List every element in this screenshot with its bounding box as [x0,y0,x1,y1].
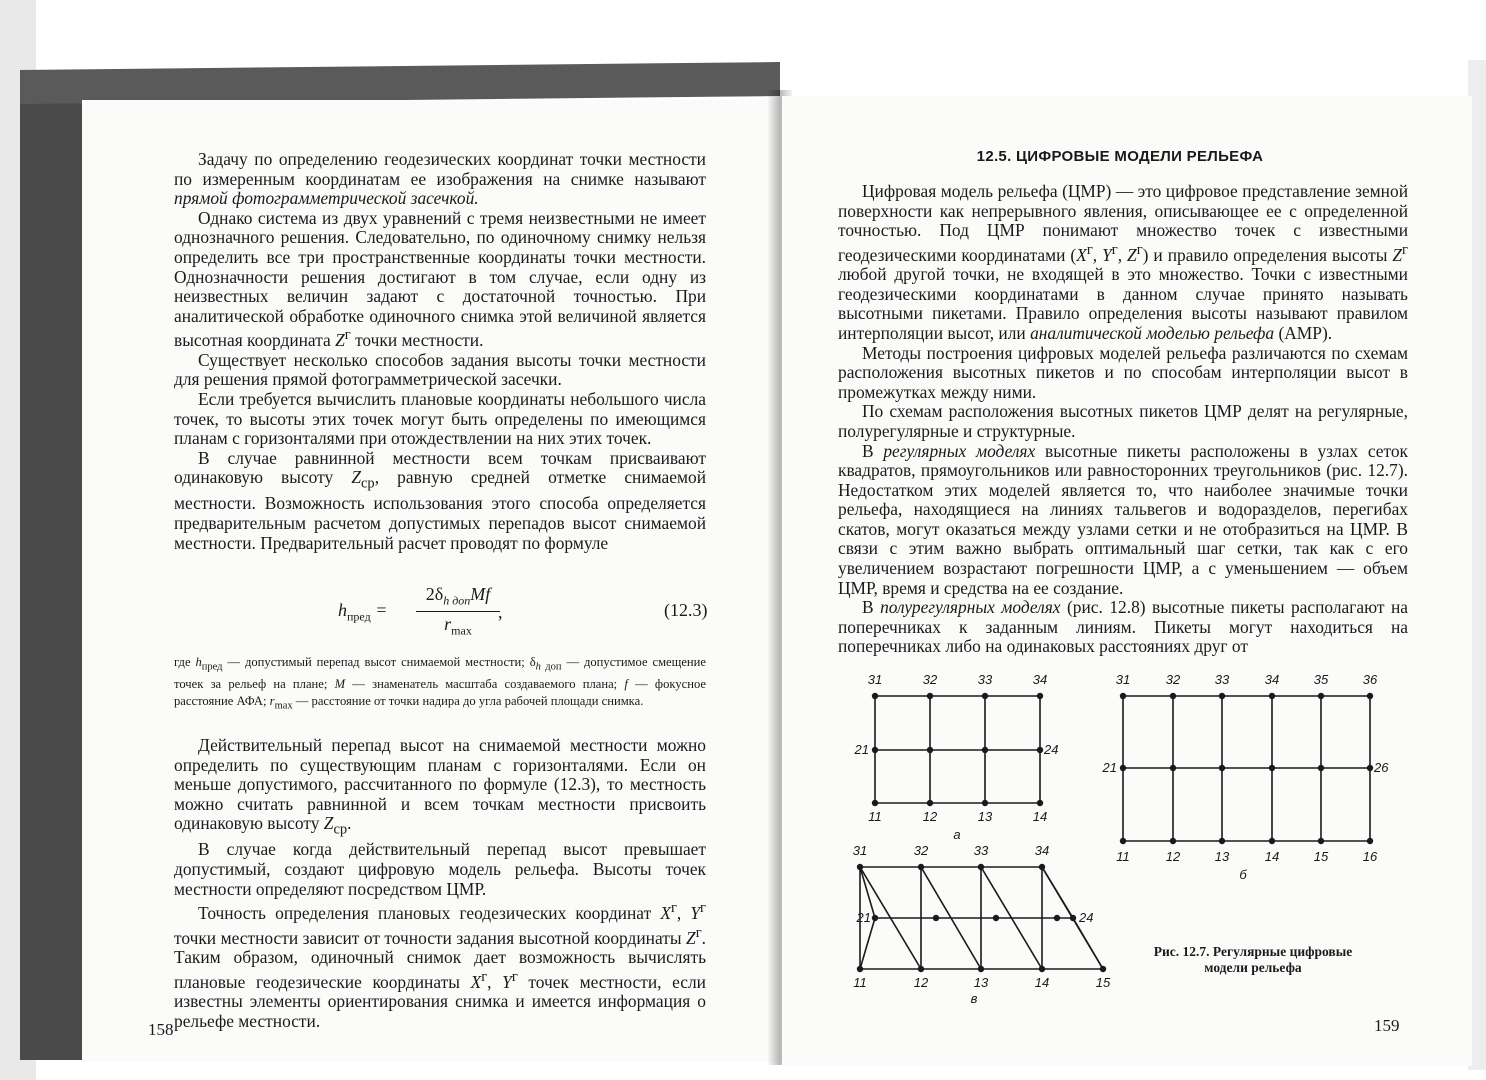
figure-label-b: б [1239,867,1247,882]
left-body-text [174,150,706,553]
node-label: 13 [1214,849,1230,864]
node-label: 13 [973,975,989,990]
node-label: 14 [1264,849,1280,864]
grid-node [918,864,924,870]
grid-node [1170,838,1176,844]
formula-denominator-sub: max [451,623,472,638]
node-label: 33 [1214,672,1230,687]
grid-node [1120,765,1126,771]
grid-square [872,693,1043,806]
node-label: 33 [973,843,989,858]
node-label: 31 [1115,672,1131,687]
grid-node [1037,693,1043,699]
grid-node [1054,915,1060,921]
paragraph: В полурегулярных моделях (рис. 12.8) высотные пикеты располагают на поперечниках к заданным линиям. Пикеты могут находиться на поперечниках либо на одинаковых расстояниях друг от [838,597,1408,657]
node-label: 33 [977,672,993,687]
paragraph: Цифровая модель рельефа (ЦМР) — это цифровое представление земной поверхности как непрерывного явления, описывающее ее с определенной точностью. Под ЦМР понимают множество точек с известными геодезическими координатами ($X^г$, $Y^г$, $Z^г$) и правило определения высоты $Z^г$ любой другой точки, не входящей в это множество. Точки с известными геодезическими координатами в данном случае принято называть высотными пикетами. Правило определения высоты называют правилом интерполяции высот, или аналитической моделью рельефа (АМР). [838,181,1408,343]
grid-node [1269,693,1275,699]
formula-numerator-sub: h доп [443,593,471,608]
formula-number: (12.3) [664,600,708,620]
paragraph: В регулярных моделях высотные пикеты расположены в узлах сеток квадратов, прямоугольников или равносторонних треугольников (рис. 12.7). Недостатком этих моделей является то, что наиболее значимые точки рельефа, находящиеся на линиях тальвегов и водоразделов, перегибах скатов, могут оказаться между узлами сетки и не отобразиться на ЦМР. В связи с этим важно выбрать оптимальный шаг сетки, так как с его увеличением возрастают погрешности ЦМР, а с уменьшением — объем ЦМР, время и средства на ее создание. [838,440,1409,598]
formula-numerator: 2δ [425,584,444,604]
node-label: 35 [1313,672,1329,687]
page-number-left: 158 [148,1020,174,1039]
grid-line [1042,867,1073,918]
paragraph: Однако система из двух уравнений с тремя неизвестными не имеет однозначного решения. Следовательно, по одиночному снимку нельзя определить все три пространственные координаты точки местности. Однозначности решения достигают в том случае, если одну из неизвестных величин задают с достаточной точностью. При аналитической обработке одиночного снимка этой величиной является высотная координата $Z^г$ точки местности. [174,207,706,351]
grid-node [872,915,878,921]
grid-node [1219,693,1225,699]
grid-node [1269,838,1275,844]
grid-node [1120,838,1126,844]
grid-node [927,800,933,806]
paragraph: Задачу по определению геодезических координат точки местности по измеренным координатам ее изображения на снимке называют прямой фотограмметрической засечкой. [174,149,706,209]
grid-node [872,747,878,753]
node-label: 26 [1374,760,1389,775]
grid-node [982,693,988,699]
formula-denominator: r [444,614,452,634]
grid-node [1100,966,1106,972]
grid-node [933,915,939,921]
grid-node [1219,765,1225,771]
paragraph: В случае равнинной местности всем точкам присваивают одинаковую высоту $Z_{ср}$, равную средней отметке снимаемой местности. Возможность использования этого способа определяется предварительным расчетом допустимых перепадов высот снимаемой местности. Предварительный расчет проводят по формуле [174,447,706,553]
book-cover-edge [20,80,90,1060]
node-label: 32 [922,672,938,687]
grid-node [918,966,924,972]
node-label: 11 [868,809,882,824]
figure-caption: Рис. 12.7. Регулярные цифровые модели рельефа [1153,944,1353,975]
paragraph: Действительный перепад высот на снимаемой местности можно определить по существующим планам с горизонталями. Если он меньше допустимого, рассчитанного по формуле (12.3), то местность можно считать равнинной и всем точкам местности присвоить одинаковую высоту $Z_{ср}$. [174,735,706,838]
left-page [82,100,782,1062]
grid-node [1170,765,1176,771]
book-cover-top [20,62,780,104]
figure-12-7 [782,666,1472,1036]
figure-label-a: а [953,827,961,842]
grid-node [1037,800,1043,806]
grid-node [982,747,988,753]
grid-node [1037,747,1043,753]
grid-node [1070,915,1076,921]
where-text: где $h_{пред}$ — допустимый перепад высот снимаемой местности; $\delta_{h доп}$ — допустимое смещение точек за рельеф на плане; M — знаменатель масштаба создаваемого плана; f — фокусное расстояние АФА; $r_{max}$ — расстояние от точки надира до угла рабочей площади снимка. [174,655,706,712]
grid-node [872,693,878,699]
node-label: 34 [1032,672,1048,687]
paragraph: Точность определения плановых геодезических координат $X^г$, $Y^г$ точки местности зависит от точности задания высотной координаты $Z^г$. Таким образом, одиночный снимок дает возможность вычислять плановые геодезические координаты $X^г$, $Y^г$ точек местности, если известны элементы ориентирования снимка и имеется информация о рельефе местности. [174,900,706,1031]
grid-node [1039,966,1045,972]
page-number-right: 159 [1374,1016,1400,1035]
node-label: 14 [1032,809,1048,824]
node-label: 16 [1362,849,1378,864]
formula-lhs-sub: пред [347,609,371,624]
grid-triangle [857,864,1106,972]
node-label: 11 [1116,849,1130,864]
grid-node [1367,693,1373,699]
grid-node [927,693,933,699]
node-label: 31 [867,672,883,687]
grid-rectangle [1120,693,1373,844]
node-label: 32 [1165,672,1181,687]
node-label: 24 [1079,910,1094,925]
paragraph: Существует несколько способов задания высоты точки местности для решения прямой фотограмметрической засечки. [174,349,706,390]
grid-node [978,864,984,870]
node-label: 32 [913,843,929,858]
node-label: 31 [852,843,868,858]
formula-numerator-tail: Mf [470,584,491,604]
node-label: 21 [1102,760,1117,775]
grid-node [1318,838,1324,844]
grid-node [1039,864,1045,870]
node-label: 34 [1264,672,1280,687]
grid-node [857,864,863,870]
grid-line [860,918,875,969]
node-label: 21 [856,910,871,925]
node-label: 12 [922,809,938,824]
right-page [782,96,1472,1066]
grid-node [1318,693,1324,699]
grid-line [1073,918,1103,969]
right-body-text [838,182,1408,657]
grid-node [993,915,999,921]
formula-lhs: h [338,600,347,620]
node-label: 12 [1165,849,1181,864]
formula-12-3: $h_{пред}$ = $2\delta_{h доп}Mf$ , $r_{max}$ (12.3) [338,584,708,638]
grid-node [1120,693,1126,699]
paragraph: В случае когда действительный перепад высот превышает допустимый, создают цифровую модель рельефа. Высоты точек местности определяют посредством ЦМР. [174,839,706,899]
paragraph: Методы построения цифровых моделей рельефа различаются по схемам расположения высотных пикетов и по способам интерполяции высот в промежутках между ними. [838,342,1408,402]
node-label: 12 [913,975,929,990]
node-label: 11 [853,975,867,990]
formula-explanation [174,654,706,714]
section-heading: 12.5. ЦИФРОВЫЕ МОДЕЛИ РЕЛЬЕФА [976,148,1264,165]
paragraph: По схемам расположения высотных пикетов ЦМР делят на регулярные, полурегулярные и структурные. [838,401,1408,441]
grid-node [857,966,863,972]
node-label: 14 [1034,975,1050,990]
left-body-text-2 [174,736,706,1031]
grid-node [978,966,984,972]
grid-node [927,747,933,753]
node-label: 36 [1362,672,1378,687]
node-label: 15 [1095,975,1111,990]
node-label: 34 [1034,843,1050,858]
grid-node [1170,693,1176,699]
grid-node [1269,765,1275,771]
paragraph: Если требуется вычислить плановые координаты небольшого числа точек, то высоты этих точек могут быть определены по имеющимся планам с горизонталями при отождествлении на них этих точек. [174,388,706,449]
node-label: 24 [1044,742,1059,757]
grid-node [1367,765,1373,771]
grid-node [1219,838,1225,844]
node-label: 15 [1313,849,1329,864]
grid-node [1367,838,1373,844]
node-label: 13 [977,809,993,824]
node-label: 21 [854,742,869,757]
figure-label-v: в [970,991,978,1006]
grid-node [982,800,988,806]
grid-node [872,800,878,806]
grid-node [1318,765,1324,771]
